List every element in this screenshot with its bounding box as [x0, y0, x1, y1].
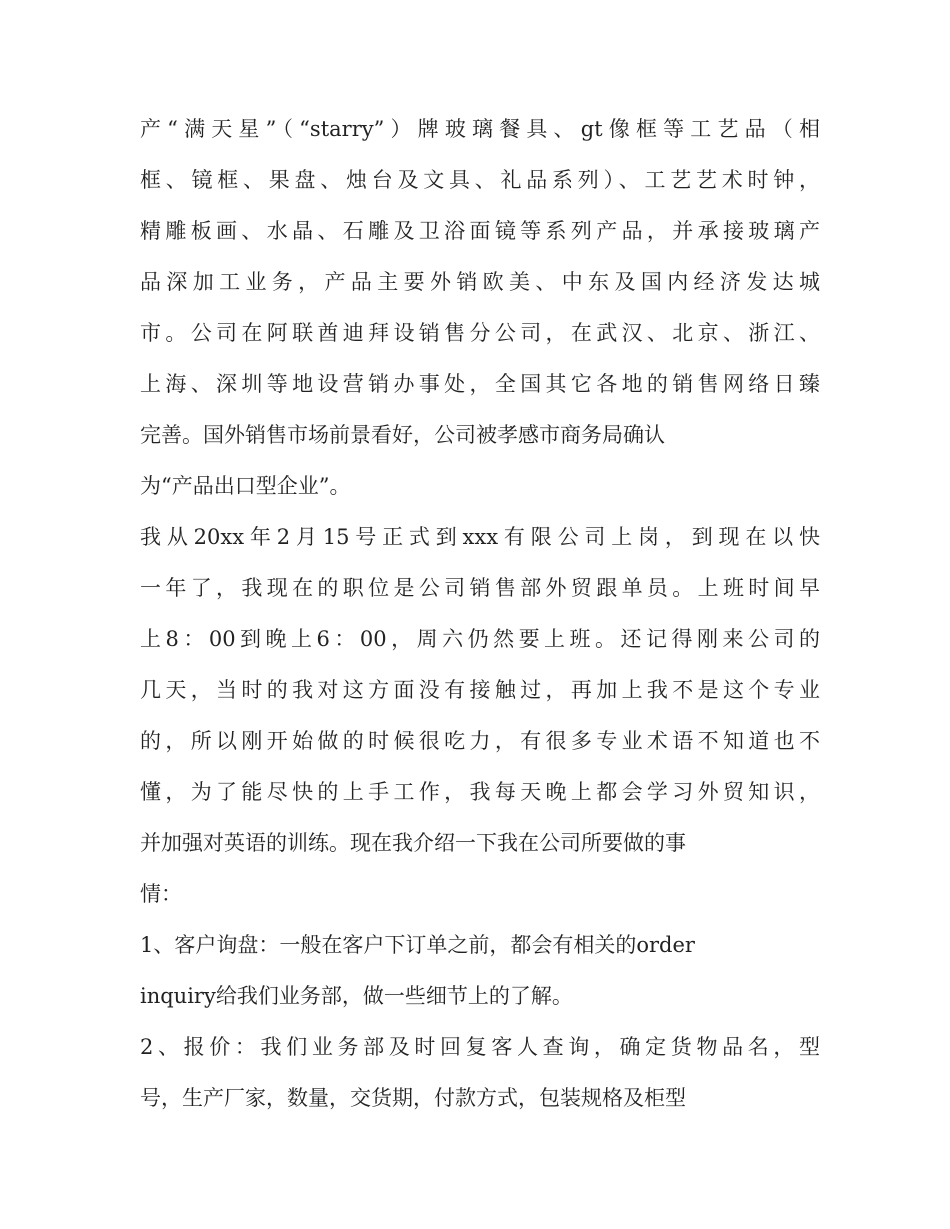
text-line: 完善。国外销售市场前景看好，公司被孝感市商务局确认 [140, 423, 665, 447]
text-line: 市。公司在阿联酋迪拜设销售分公司，在武汉、北京、浙江、 [140, 321, 820, 345]
text-line: 产“满天星”（“starry”）牌玻璃餐具、gt像框等工艺品（相 [140, 117, 820, 141]
text-line: 我从20xx年2月15号正式到xxx有限公司上岗，到现在以快 [140, 525, 820, 549]
text-line: 1、客户询盘：一般在客户下订单之前，都会有相关的order [140, 933, 695, 957]
text-line: 品深加工业务，产品主要外销欧美、中东及国内经济发达城 [140, 270, 820, 294]
text-line: inquiry给我们业务部，做一些细节上的了解。 [140, 984, 573, 1008]
text-line: 为“产品出口型企业”。 [140, 474, 351, 498]
paragraph-item-1 [140, 920, 820, 1022]
text-line: 精雕板画、水晶、石雕及卫浴面镜等系列产品，并承接玻璃产 [140, 219, 820, 243]
document-body [140, 104, 820, 1124]
text-line: 懂，为了能尽快的上手工作，我每天晚上都会学习外贸知识， [140, 780, 820, 804]
text-line: 号，生产厂家，数量，交货期，付款方式，包装规格及柜型 [140, 1086, 686, 1110]
text-line: 一年了，我现在的职位是公司销售部外贸跟单员。上班时间早 [140, 576, 820, 600]
paragraph-item-2 [140, 1022, 820, 1124]
paragraph-job-intro [140, 512, 820, 920]
text-line: 情： [140, 882, 182, 906]
text-line: 上8：00到晚上6：00，周六仍然要上班。还记得刚来公司的 [140, 627, 820, 651]
text-line: 框、镜框、果盘、烛台及文具、礼品系列）、工艺艺术时钟， [140, 168, 820, 192]
text-line: 2、报价：我们业务部及时回复客人查询，确定货物品名，型 [140, 1035, 820, 1059]
paragraph-company-intro [140, 104, 820, 512]
text-line: 上海、深圳等地设营销办事处，全国其它各地的销售网络日臻 [140, 372, 820, 396]
text-line: 的，所以刚开始做的时候很吃力，有很多专业术语不知道也不 [140, 729, 820, 753]
text-line: 并加强对英语的训练。现在我介绍一下我在公司所要做的事 [140, 831, 686, 855]
text-line: 几天，当时的我对这方面没有接触过，再加上我不是这个专业 [140, 678, 820, 702]
